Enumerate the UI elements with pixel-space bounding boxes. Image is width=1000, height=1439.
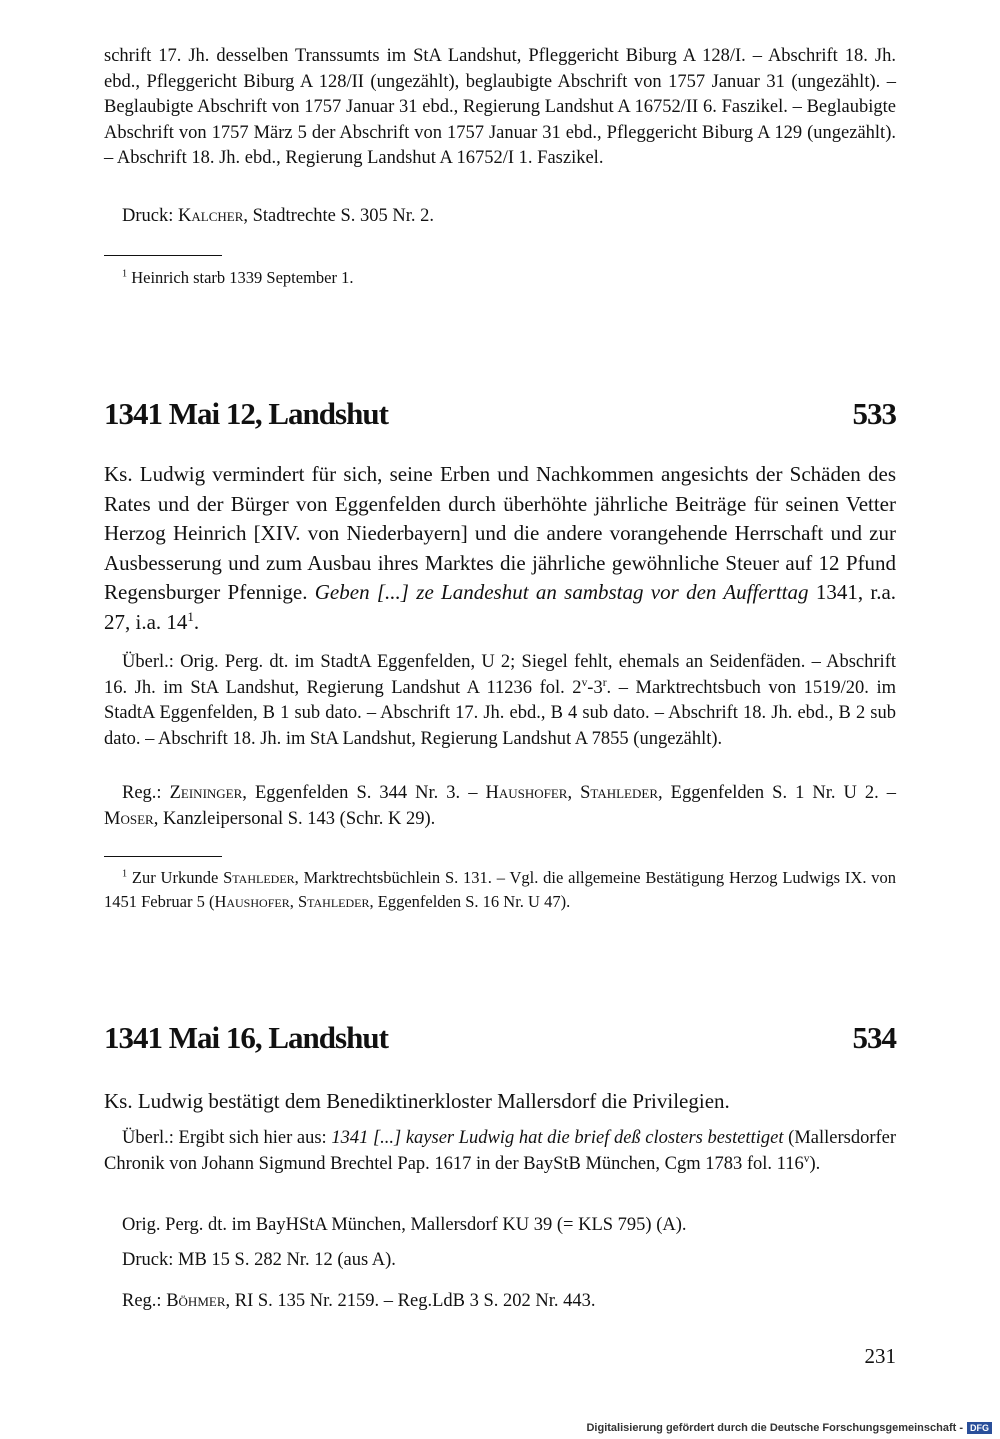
footnote-top: $^1$ Heinrich starb 1339 September 1. bbox=[122, 268, 354, 287]
continuation-paragraph: schrift 17. Jh. desselben Transsumts im StA Landshut, Pfleggericht Biburg A 128/I. – Abschrift 18. Jh. ebd., Pfleggericht Biburg A 128/II (ungezählt), beglaubigte Abschrift von 1757 Januar 31 (ungezählt). – Beglaubigte Abschrift von 1757 Januar 31 ebd., Regierung Landshut A 16752/II 6. Faszikel. – Beglaubigte Abschrift von 1757 März 5 der Abschrift von 1757 Januar 31 ebd., Pfleggericht Biburg A 129 (ungezählt). – Abschrift 18. Jh. ebd., Regierung Landshut A 16752/I 1. Faszikel. bbox=[104, 46, 896, 168]
regesten-533: Reg.: Zeininger, Eggenfelden S. 344 Nr. 3. – Haushofer, Stahleder, Eggenfelden S. 1 Nr. U 2. – Moser, Kanzleipersonal S. 143 (Schr. K 29). bbox=[104, 783, 897, 829]
ueberlieferung-533: Überl.: Orig. Perg. dt. im StadtA Eggenfelden, U 2; Siegel fehlt, ehemals an Seidenfäden. – Abschrift 16. Jh. im StA Landshut, Regierung Landshut A 11236 fol. 2$^v$-3$^r$. – Marktrechtsbuch von 1519/20. im StadtA Eggenfelden, B 1 sub dato. – Abschrift 17. Jh. ebd., B 4 sub dato. – Abschrift 18. Jh. ebd., B 2 sub dato. – Abschrift 18. Jh. im StA Landshut, Regierung Landshut A 7855 (ungezählt). bbox=[104, 652, 896, 749]
entry-number: 534 bbox=[852, 1020, 896, 1055]
page-number: 231 bbox=[864, 1344, 896, 1368]
ueberlieferung-534: Überl.: Ergibt sich hier aus: 1341 [...] kayser Ludwig hat die brief deß closters bestettiget (Mallersdorfer Chronik von Johann Sigmund Brechtel Pap. 1617 in der BayStB München, Cgm 1783 fol. 116$^v$). bbox=[104, 1128, 897, 1174]
entry-number: 533 bbox=[852, 396, 896, 431]
footnote-rule bbox=[104, 856, 222, 857]
regesten-534: Reg.: Böhmer, RI S. 135 Nr. 2159. – Reg.LdB 3 S. 202 Nr. 443. bbox=[122, 1291, 596, 1311]
druck-534: Druck: MB 15 S. 282 Nr. 12 (aus A). bbox=[122, 1250, 396, 1270]
dfg-funding-notice bbox=[586, 1420, 992, 1436]
regest-533: Ks. Ludwig vermindert für sich, seine Erben und Nachkommen angesichts der Schäden des Rates und der Bürger von Eggenfelden durch überhöhte jährliche Beiträge für seinen Vetter Herzog Heinrich [XIV. von Niederbayern] und die andere vorangehende Herrschaft und zur Ausbesserung und zum Ausbau ihres Marktes die jährliche gewöhnliche Steuer auf 12 Pfund Regensburger Pfennige. Geben [...] ze Landeshut an sambstag vor den Aufferttag 1341, r.a. 27, i.a. $14^1$. bbox=[104, 462, 897, 634]
footnote-rule bbox=[104, 255, 222, 256]
footnote-533: $^1$ Zur Urkunde Stahleder, Marktrechtsbüchlein S. 131. – Vgl. die allgemeine Bestätigung Herzog Ludwigs IX. von 1451 Februar 5 (Haushofer, Stahleder, Eggenfelden S. 16 Nr. U 47). bbox=[104, 868, 897, 911]
dfg-notice-text: Digitalisierung gefördert durch die Deutsche Forschungsgemeinschaft - bbox=[586, 1422, 963, 1434]
entry-date: 1341 Mai 12, Landshut bbox=[104, 396, 388, 431]
druck-line-top: Druck: Kalcher, Stadtrechte S. 305 Nr. 2. bbox=[122, 206, 435, 226]
entry-heading-534 bbox=[104, 1020, 896, 1064]
original-534: Orig. Perg. dt. im BayHStA München, Mallersdorf KU 39 (= KLS 795) (A). bbox=[122, 1215, 687, 1235]
dfg-logo-icon: DFG bbox=[967, 1422, 992, 1434]
entry-date: 1341 Mai 16, Landshut bbox=[104, 1020, 388, 1055]
entry-heading-533 bbox=[104, 396, 896, 440]
regest-534: Ks. Ludwig bestätigt dem Benediktinerkloster Mallersdorf die Privilegien. bbox=[104, 1089, 730, 1113]
